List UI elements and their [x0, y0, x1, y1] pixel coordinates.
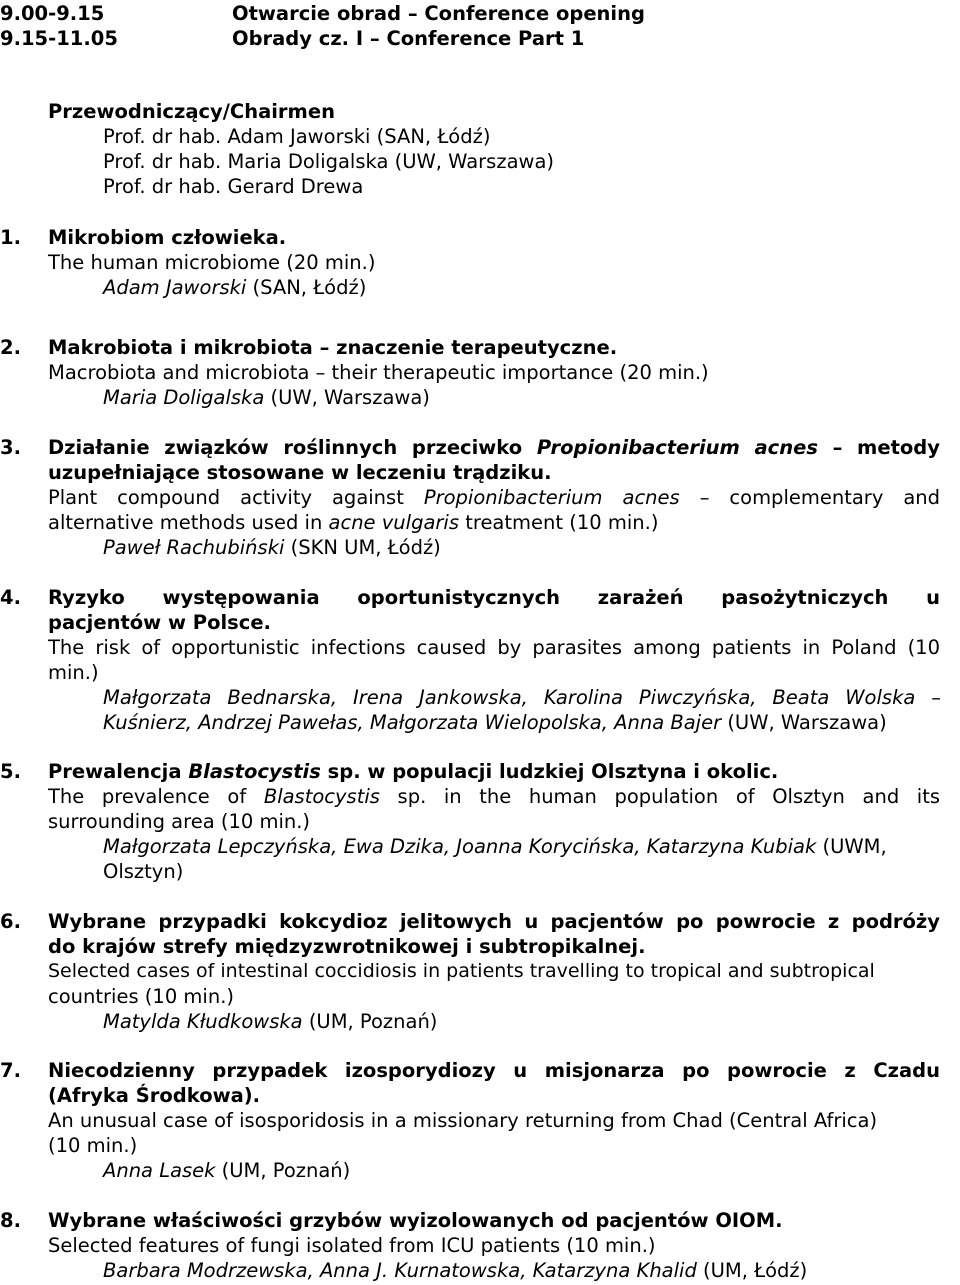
talk-3-authors: Paweł Rachubiński (SKN UM, Łódź): [103, 536, 441, 559]
talk-7-authors: Anna Lasek (UM, Poznań): [103, 1159, 351, 1182]
talk-6-authors: Matylda Kłudkowska (UM, Poznań): [103, 1010, 438, 1033]
talk-7-number: 7.: [0, 1059, 21, 1082]
talk-1-title-en: The human microbiome (20 min.): [48, 251, 376, 274]
talk-1-title-pl: Mikrobiom człowieka.: [48, 226, 287, 249]
talk-4-title-pl-line2: pacjentów w Polsce.: [48, 611, 271, 634]
talk-3-title-en-line1: Plant compound activity against Propionibacterium acnes – complementary and: [48, 486, 940, 509]
talk-8-authors: Barbara Modrzewska, Anna J. Kurnatowska, Katarzyna Khalid (UM, Łódź): [103, 1259, 808, 1282]
talk-4-number: 4.: [0, 586, 21, 609]
session-opening: [0, 1, 645, 26]
talk-3-number: 3.: [0, 436, 21, 459]
talk-4-authors-line1: Małgorzata Bednarska, Irena Jankowska, Karolina Piwczyńska, Beata Wolska –: [103, 686, 941, 709]
talk-3-title-en-line2: alternative methods used in acne vulgaris treatment (10 min.): [48, 511, 659, 534]
talk-6-title-pl-line1: Wybrane przypadki kokcydioz jelitowych u pacjentów po powrocie z podróży: [48, 910, 940, 933]
talk-5-authors-line1: Małgorzata Lepczyńska, Ewa Dzika, Joanna Korycińska, Katarzyna Kubiak (UWM,: [103, 835, 887, 858]
talk-7-title-en-line1: An unusual case of isosporidosis in a missionary returning from Chad (Central Africa): [48, 1109, 878, 1132]
talk-6-title-en-line1: Selected cases of intestinal coccidiosis in patients travelling to tropical and subtropical: [48, 960, 875, 982]
chair-member: Prof. dr hab. Maria Doligalska (UW, Warszawa): [103, 150, 555, 173]
chair-member: Prof. dr hab. Adam Jaworski (SAN, Łódź): [103, 125, 491, 148]
talk-5-title-en-line2: surrounding area (10 min.): [48, 810, 311, 833]
talk-4-title-en-line2: min.): [48, 661, 99, 684]
talk-7-title-pl-line2: (Afryka Środkowa).: [48, 1084, 261, 1107]
talk-1-number: 1.: [0, 226, 21, 249]
talk-7-title-en-line2: (10 min.): [48, 1134, 138, 1157]
talk-6-title-en-line2: countries (10 min.): [48, 985, 235, 1008]
chair-heading: Przewodniczący/Chairmen: [48, 100, 335, 123]
session-time: 9.00-9.15: [0, 2, 105, 25]
talk-4-title-pl-line1: Ryzyko występowania oportunistycznych zarażeń pasożytniczych u: [48, 586, 940, 609]
talk-3-title-pl-line1: Działanie związków roślinnych przeciwko Propionibacterium acnes – metody: [48, 436, 940, 459]
session-title: Obrady cz. I – Conference Part 1: [232, 27, 585, 50]
session-title: Otwarcie obrad – Conference opening: [232, 2, 645, 25]
talk-5-number: 5.: [0, 760, 21, 783]
talk-8-title-en: Selected features of fungi isolated from ICU patients (10 min.): [48, 1234, 656, 1257]
talk-2-number: 2.: [0, 336, 21, 359]
chair-member: Prof. dr hab. Gerard Drewa: [103, 175, 364, 198]
talk-5-authors-line2: Olsztyn): [103, 860, 184, 883]
talk-1-authors: Adam Jaworski (SAN, Łódź): [103, 276, 367, 299]
talk-4-title-en-line1: The risk of opportunistic infections caused by parasites among patients in Poland (10: [48, 636, 940, 659]
talk-7-title-pl-line1: Niecodzienny przypadek izosporydiozy u misjonarza po powrocie z Czadu: [48, 1059, 940, 1082]
talk-8-title-pl: Wybrane właściwości grzybów wyizolowanych od pacjentów OIOM.: [48, 1209, 783, 1232]
session-part1: [0, 26, 700, 51]
talk-2-title-en: Macrobiota and microbiota – their therapeutic importance (20 min.): [48, 361, 709, 384]
talk-3-title-pl-line2: uzupełniające stosowane w leczeniu trądziku.: [48, 461, 552, 484]
talk-6-title-pl-line2: do krajów strefy międzyzwrotnikowej i subtropikalnej.: [48, 935, 646, 958]
talk-2-title-pl: Makrobiota i mikrobiota – znaczenie terapeutyczne.: [48, 336, 618, 359]
talk-2-authors: Maria Doligalska (UW, Warszawa): [103, 386, 430, 409]
talk-5-title-pl: Prewalencja Blastocystis sp. w populacji ludzkiej Olsztyna i okolic.: [48, 760, 779, 783]
session-time: 9.15-11.05: [0, 27, 118, 50]
talk-6-number: 6.: [0, 910, 21, 933]
talk-8-number: 8.: [0, 1209, 21, 1232]
talk-4-authors-line2: Kuśnierz, Andrzej Pawełas, Małgorzata Wielopolska, Anna Bajer (UW, Warszawa): [103, 711, 887, 734]
talk-5-title-en-line1: The prevalence of Blastocystis sp. in the human population of Olsztyn and its: [48, 785, 940, 808]
